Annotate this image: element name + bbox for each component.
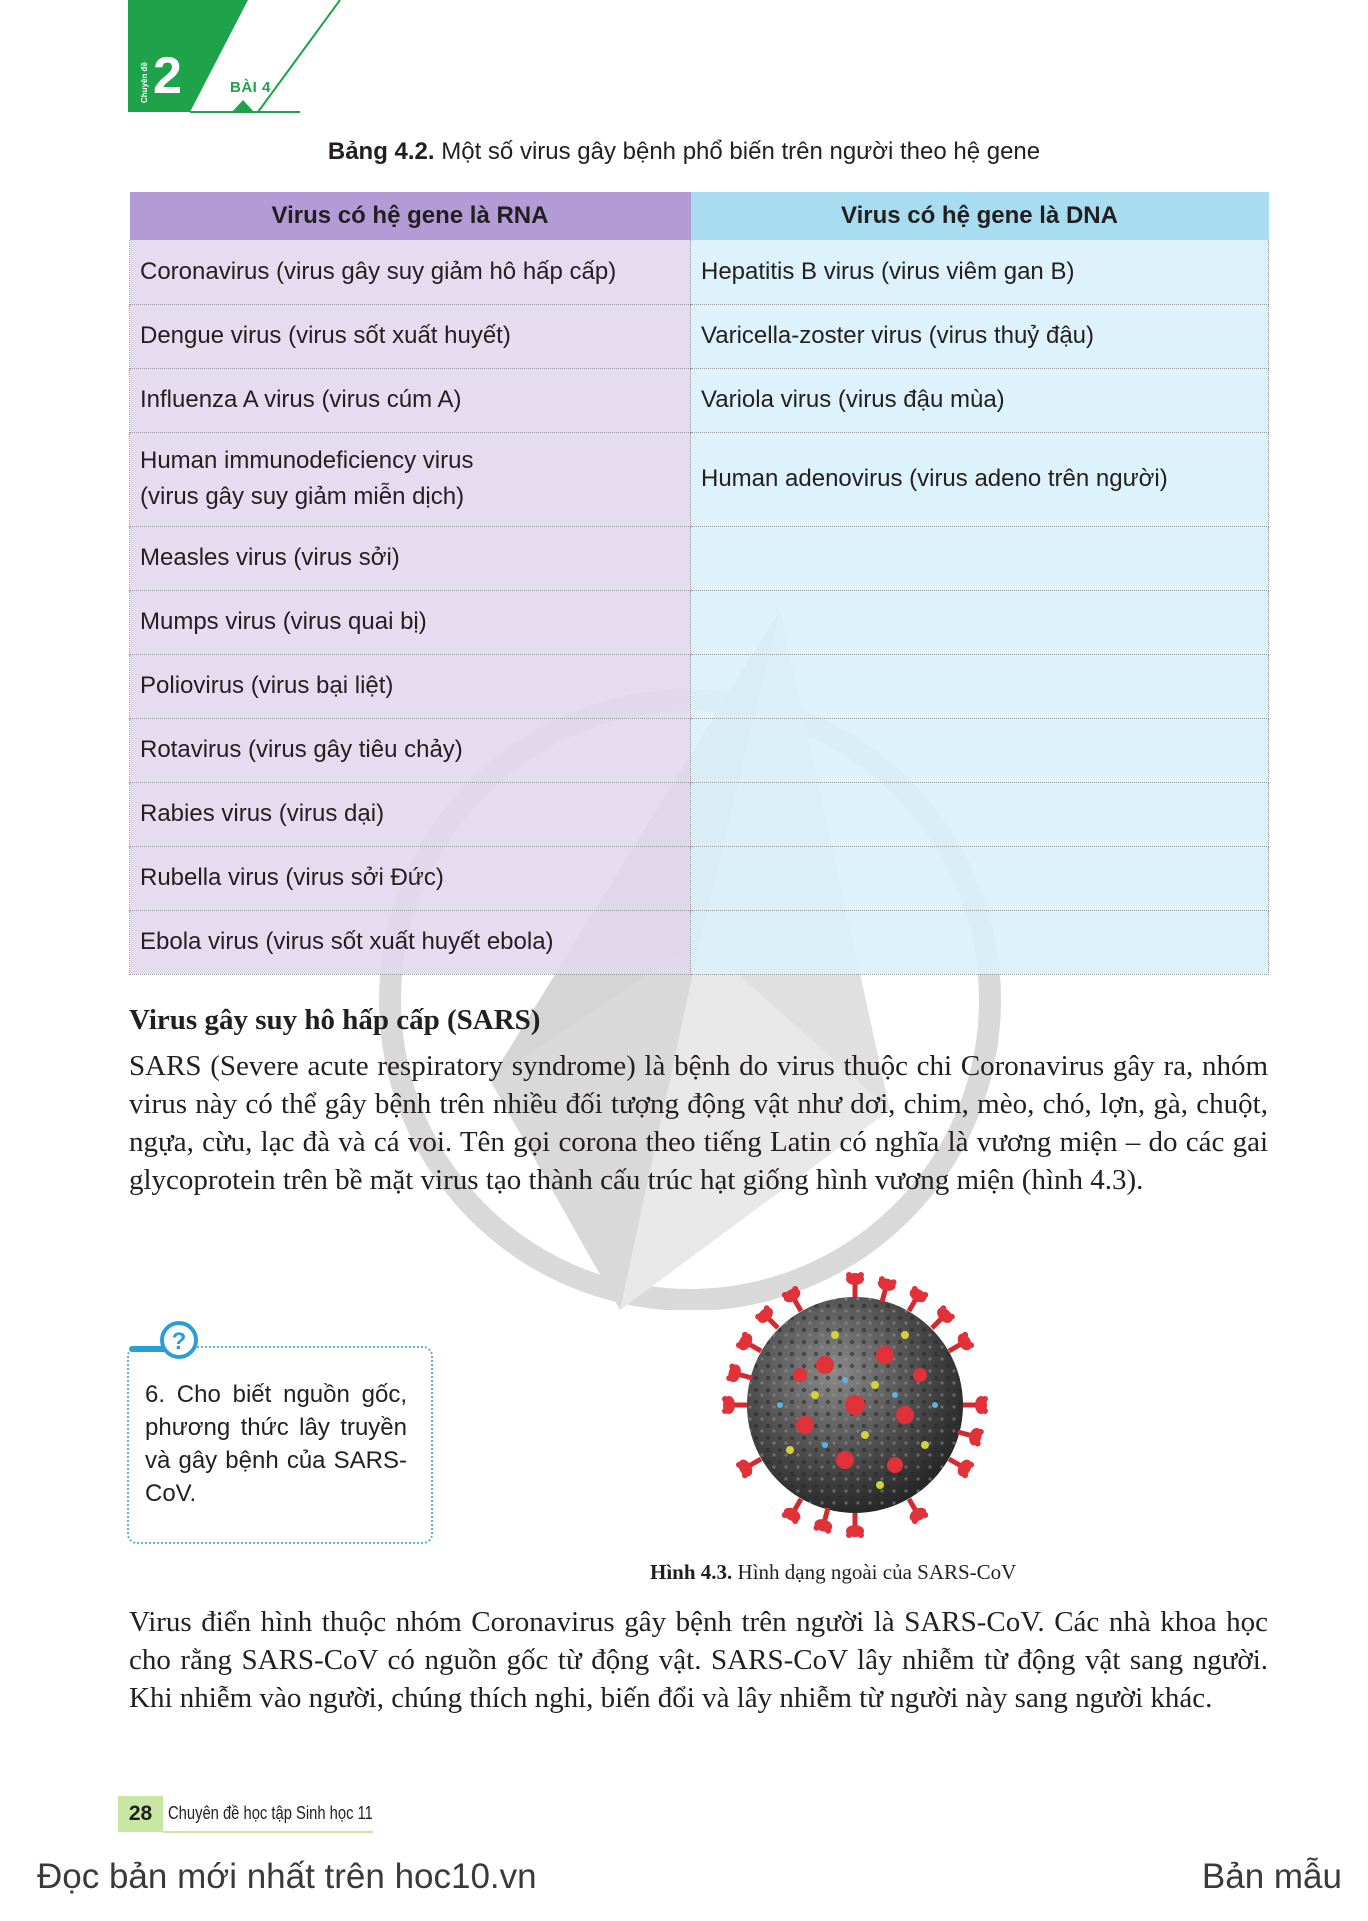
table-row — [130, 590, 1269, 654]
rna-cell: Poliovirus (virus bại liệt) — [130, 654, 691, 718]
rna-cell-line: (virus gây suy giảm miễn dịch) — [140, 483, 465, 510]
rna-cell-line: Human immunodeficiency virus — [140, 447, 474, 474]
table-row — [130, 654, 1269, 718]
dna-cell — [691, 526, 1269, 590]
rna-cell: Rubella virus (virus sởi Đức) — [130, 846, 691, 910]
coronavirus-illustration — [705, 1255, 1005, 1545]
dna-cell — [691, 718, 1269, 782]
table-caption: Bảng 4.2. Một số virus gây bệnh phổ biến trên người theo hệ gene — [327, 138, 1041, 165]
question-text: 6. Cho biết nguồn gốc, phương thức lây truyền và gây bệnh của SARS-CoV. — [145, 1381, 407, 1507]
figure-caption: Hình 4.3. Hình dạng ngoài của SARS-CoV — [650, 1560, 1017, 1584]
magnifier-question-icon — [127, 1320, 207, 1364]
table-row — [130, 910, 1269, 974]
paragraph-sars-intro: SARS (Severe acute respiratory syndrome) là bệnh do virus thuộc chi Coronavirus gây ra, nhóm virus này có thể gây bệnh trên nhiều đối tượng động vật như dơi, chim, mèo, chó, lợn, gà, chuột, ngựa, cừu, lạc đà và cá voi. Tên gọi corona theo tiếng Latin có nghĩa là vương miện – do các gai glycoprotein trên bề mặt virus tạo thành cấu trúc hạt giống hình vương miện (hình 4.3). — [129, 1050, 1268, 1196]
footer-rule — [163, 1831, 373, 1833]
rna-cell — [130, 432, 691, 526]
chapter-number: 2 — [153, 47, 182, 105]
table-row — [130, 432, 1269, 526]
table-row — [130, 526, 1269, 590]
rna-cell: Mumps virus (virus quai bị) — [130, 590, 691, 654]
rna-cell: Rotavirus (virus gây tiêu chảy) — [130, 718, 691, 782]
dna-cell — [691, 590, 1269, 654]
rna-cell: Influenza A virus (virus cúm A) — [130, 368, 691, 432]
read-latest-link[interactable]: Đọc bản mới nhất trên hoc10.vn — [37, 1857, 537, 1896]
dna-cell — [691, 782, 1269, 846]
dna-cell — [691, 654, 1269, 718]
table-row — [130, 368, 1269, 432]
section-heading: Virus gây suy hô hấp cấp (SARS) — [129, 1004, 541, 1036]
dna-cell: Hepatitis B virus (virus viêm gan B) — [691, 240, 1269, 304]
table-row — [130, 782, 1269, 846]
column-header-dna: Virus có hệ gene là DNA — [691, 192, 1269, 240]
chapter-label: Chuyên đề — [140, 62, 149, 104]
svg-text:?: ? — [171, 1328, 187, 1355]
table-row — [130, 718, 1269, 782]
rna-cell: Ebola virus (virus sốt xuất huyết ebola) — [130, 910, 691, 974]
paragraph-sars-cov: Virus điển hình thuộc nhóm Coronavirus gây bệnh trên người là SARS-CoV. Các nhà khoa học cho rằng SARS-CoV có nguồn gốc từ động vật. SARS-CoV lây nhiễm từ động vật sang người. Khi nhiễm vào người, chúng thích nghi, biến đổi và lây nhiễm từ người này sang người khác. — [129, 1606, 1268, 1714]
dna-cell — [691, 846, 1269, 910]
table-row — [130, 240, 1269, 304]
rna-cell: Rabies virus (virus dại) — [130, 782, 691, 846]
book-title: Chuyên đề học tập Sinh học 11 — [168, 1803, 373, 1823]
page-number: 28 — [118, 1796, 163, 1832]
lesson-label: BÀI 4 — [230, 79, 271, 96]
table-row — [130, 304, 1269, 368]
rna-cell: Measles virus (virus sởi) — [130, 526, 691, 590]
rna-cell: Coronavirus (virus gây suy giảm hô hấp cấp) — [130, 240, 691, 304]
dna-cell: Varicella-zoster virus (virus thuỷ đậu) — [691, 304, 1269, 368]
rna-cell: Dengue virus (virus sốt xuất huyết) — [130, 304, 691, 368]
sample-edition-label: Bản mẫu — [1201, 1857, 1342, 1896]
page-header — [0, 0, 1368, 120]
dna-cell: Variola virus (virus đậu mùa) — [691, 368, 1269, 432]
table-row — [130, 846, 1269, 910]
dna-cell: Human adenovirus (virus adeno trên người) — [691, 432, 1269, 526]
virus-table — [129, 192, 1269, 975]
dna-cell — [691, 910, 1269, 974]
column-header-rna: Virus có hệ gene là RNA — [130, 192, 691, 240]
